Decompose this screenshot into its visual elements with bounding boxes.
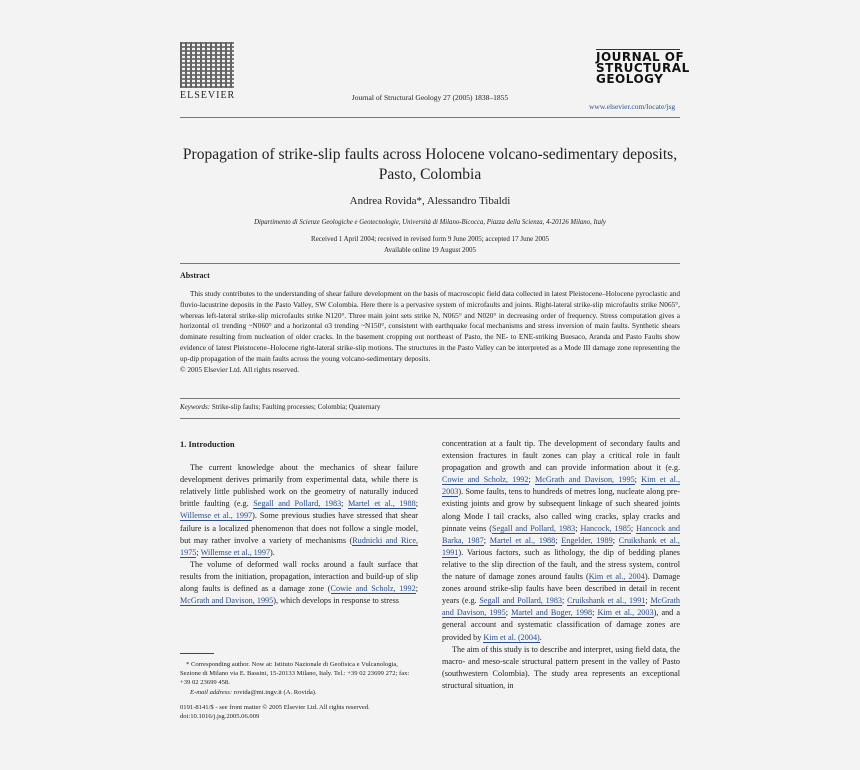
right-column [442, 438, 680, 692]
header-divider [180, 117, 680, 118]
keywords [180, 403, 380, 411]
publisher-name: ELSEVIER [180, 90, 236, 101]
keywords-divider [180, 418, 680, 419]
citation-link[interactable]: Martel et al., 1988 [347, 499, 416, 509]
citation-link[interactable]: Hancock, 1985 [580, 523, 631, 533]
paragraph-text: ). [270, 547, 275, 557]
paragraph-text: The current knowledge about the mechanics of shear failure development derives primarily from experimental data, while there is relatively little published work on the geometry of naturally induced brittle faulting (e.g. [180, 463, 418, 509]
paragraph-text: ; [483, 535, 490, 545]
citation-link[interactable]: Kim et al., 2003 [597, 608, 654, 618]
keywords-list: Strike-slip faults; Faulting processes; Colombia; Quaternary [211, 403, 381, 411]
abstract-body [180, 289, 680, 375]
citation-link[interactable]: Rudnicki and Rice, 1975 [180, 535, 418, 557]
abstract-text: This study contributes to the understanding of shear failure development on the basis of macroscopic field data collected in latest Pleistocene–Holocene pyroclastic and fluvio-lacustrine deposits in the Pasto Valley, SW Colombia. Here there is a pervasive system of microfaults and joints. Right-lateral strike-slip microfaults strike N065°, whereas left-lateral strike-slip microfaults strike N120°. Three main joint sets strike N, N065° and N020° in decreasing order of frequency. Stress computation gives a horizontal σ1 trending ~N060° and a horizontal σ3 trending ~N150°, consistent with earthquake focal mechanisms and stress inversion of main faults. Synthetic shears dominate resulting from nucleation of older cracks. In the basement cropping out northeast of Pasto, the NE- to ENE-striking Buesaco, Aranda and Pasto Faults show evidence of latest Pleistocene–Holocene right-lateral strike-slip motions. The structures in the Pasto Valley can be interpreted as a Mode III damage zone representing the up-dip propagation of the main faults across the young volcano-sedimentary deposits. [180, 289, 680, 363]
journal-logo-line: GEOLOGY [596, 72, 664, 86]
elsevier-tree-logo [180, 42, 234, 88]
email-label: E-mail address: [190, 688, 233, 696]
paragraph-text: ; [562, 596, 568, 606]
keywords-label: Keywords: [180, 403, 211, 411]
citation-link[interactable]: Willemse et al., 1997 [200, 547, 271, 557]
footnote-rule [180, 653, 214, 654]
citation-link[interactable]: Kim et al. (2004) [483, 632, 540, 642]
paper-title: Propagation of strike-slip faults across Holocene volcano-sedimentary deposits, Pasto, Colombia [182, 146, 678, 183]
paragraph-text: ; [528, 475, 535, 485]
journal-url-link[interactable]: www.elsevier.com/locate/jsg [589, 102, 676, 111]
citation-link[interactable]: McGrath and Davison, 1995 [180, 596, 274, 606]
citation-link[interactable]: Martel and Boger, 1998 [511, 608, 593, 618]
received-dates: Received 1 April 2004; received in revised form 9 June 2005; accepted 17 June 2005 [311, 235, 549, 243]
citation-link[interactable]: Engelder, 1989 [561, 535, 613, 545]
paragraph-text: ; [634, 475, 642, 485]
paragraph-text: ; [196, 547, 201, 557]
left-column [180, 438, 418, 607]
paragraph-text: ; [415, 584, 418, 594]
paragraph-text: . [539, 632, 542, 642]
journal-logo-line: JOURNAL OF [596, 50, 685, 64]
logo-top-rule [596, 49, 680, 50]
abstract-copyright: © 2005 Elsevier Ltd. All rights reserved. [180, 364, 300, 374]
paragraph-text: ; [630, 523, 637, 533]
article-dates [0, 234, 860, 255]
online-date: Available online 19 August 2005 [383, 245, 477, 254]
abstract-bottom-divider [180, 398, 680, 399]
paragraph-text: ; [555, 535, 562, 545]
abstract-top-divider [180, 263, 680, 264]
paragraph-text: The volume of deformed wall rocks around a fault surface that results from the initiation, propagation, interaction and build-up of slip along faults is defined as a damage zone ( [180, 559, 418, 594]
journal-logo-line: STRUCTURAL [596, 61, 690, 75]
intro-paragraph-1 [180, 462, 418, 559]
abstract-heading: Abstract [180, 271, 210, 280]
citation-link[interactable]: Cruikshank et al., 1991 [567, 596, 646, 606]
citation-link[interactable]: McGrath and Davison, 1995 [534, 475, 635, 485]
citation-link[interactable]: Hancock and Barka, 1987 [442, 523, 681, 545]
citation-link[interactable]: Segall and Pollard, 1983 [253, 499, 342, 509]
paragraph-text: ; [612, 535, 619, 545]
citation-link[interactable]: Segall and Pollard, 1983 [492, 523, 576, 533]
paragraph-text: concentration at a fault tip. The development of secondary faults and extension fractures in fault zones can play a critical role in fault propagation and growth and can provide information about it (e.g. [442, 439, 680, 473]
author-affiliation: Dipartimento di Scienze Geologiche e Geotecnologie, Università di Milano-Bicocca, Piazza della Scienza, 4-20126 Milano, Italy [254, 219, 606, 226]
paragraph-text: ; [341, 499, 348, 509]
citation-link[interactable]: Martel et al., 1988 [489, 535, 556, 545]
journal-citation: Journal of Structural Geology 27 (2005) 1838–1855 [351, 93, 509, 102]
paragraph-text: ), which develops in response to stress [273, 596, 399, 606]
email-address[interactable]: rovida@mi.ingv.it (A. Rovida). [233, 688, 317, 696]
paragraph-text: ; [645, 596, 651, 606]
corresponding-author-note: * Corresponding author. Now at: Istituto Nazionale di Geofisica e Vulcanologia, Sezione di Milano via E. Bassini, 15-20133 Milano, Italy. Tel.: +39 02 23699 272; fax: +39 02 23699 458. [180, 661, 410, 687]
paragraph-text: ; [415, 499, 418, 509]
citation-link[interactable]: Cruikshank et al., 1991 [442, 535, 680, 557]
paragraph-text: ; [592, 608, 598, 618]
paragraph-text: ). Damage zones around strike-slip faults have been described in detail in recent years (e.g. [442, 572, 680, 606]
journal-logo [596, 50, 690, 86]
citation-link[interactable]: McGrath and Davison, 1995 [442, 596, 681, 618]
citation-link[interactable]: Kim et al., 2004 [588, 572, 645, 582]
section-heading: 1. Introduction [180, 439, 235, 449]
citation-link[interactable]: Cowie and Scholz, 1992 [442, 475, 529, 485]
citation-link[interactable]: Segall and Pollard, 1983 [479, 596, 563, 606]
paragraph-text: ). Some faults, tens to hundreds of metres long, nucleate along pre-existing joints and grow by subsequent linkage of such sheared joints along Mode I tail cracks, also called wing cracks, splay cracks and pinnate veins ( [442, 487, 680, 533]
paragraph-text: ; [505, 608, 512, 618]
citation-link[interactable]: Kim et al., 2003 [442, 475, 681, 497]
paragraph-text: ; [575, 523, 581, 533]
issn-line: 0191-8141/$ - see front matter © 2005 Elsevier Ltd. All rights reserved. [180, 703, 370, 711]
paper-authors: Andrea Rovida*, Alessandro Tibaldi [349, 195, 511, 207]
citation-link[interactable]: Willemse et al., 1997 [180, 511, 253, 521]
paragraph-text: ), and a general account and systematic classification of damage zones are provided by [442, 608, 680, 642]
intro-paragraph-3 [442, 438, 680, 644]
intro-paragraph-2 [180, 559, 418, 607]
paragraph-text: ). Various factors, such as lithology, the dip of bedding planes relative to the slip direction of the fault, and the stress system, control the nature of damage zones around faults ( [442, 547, 680, 582]
intro-paragraph-4: The aim of this study is to describe and interpret, using field data, the macro- and meso-scale structural pattern present in the valley of Pasto (southwestern Colombia). The study area represents an exceptional structural situation, in [442, 644, 680, 690]
citation-link[interactable]: Cowie and Scholz, 1992 [330, 584, 416, 594]
doi-line: doi:10.1016/j.jsg.2005.06.009 [180, 713, 260, 721]
footnote [180, 660, 420, 721]
paragraph-text: ). Some previous studies have stressed that shear failure is a localized phenomenon that does not follow a single model, but may rather involve a variety of mechanisms ( [180, 511, 418, 545]
